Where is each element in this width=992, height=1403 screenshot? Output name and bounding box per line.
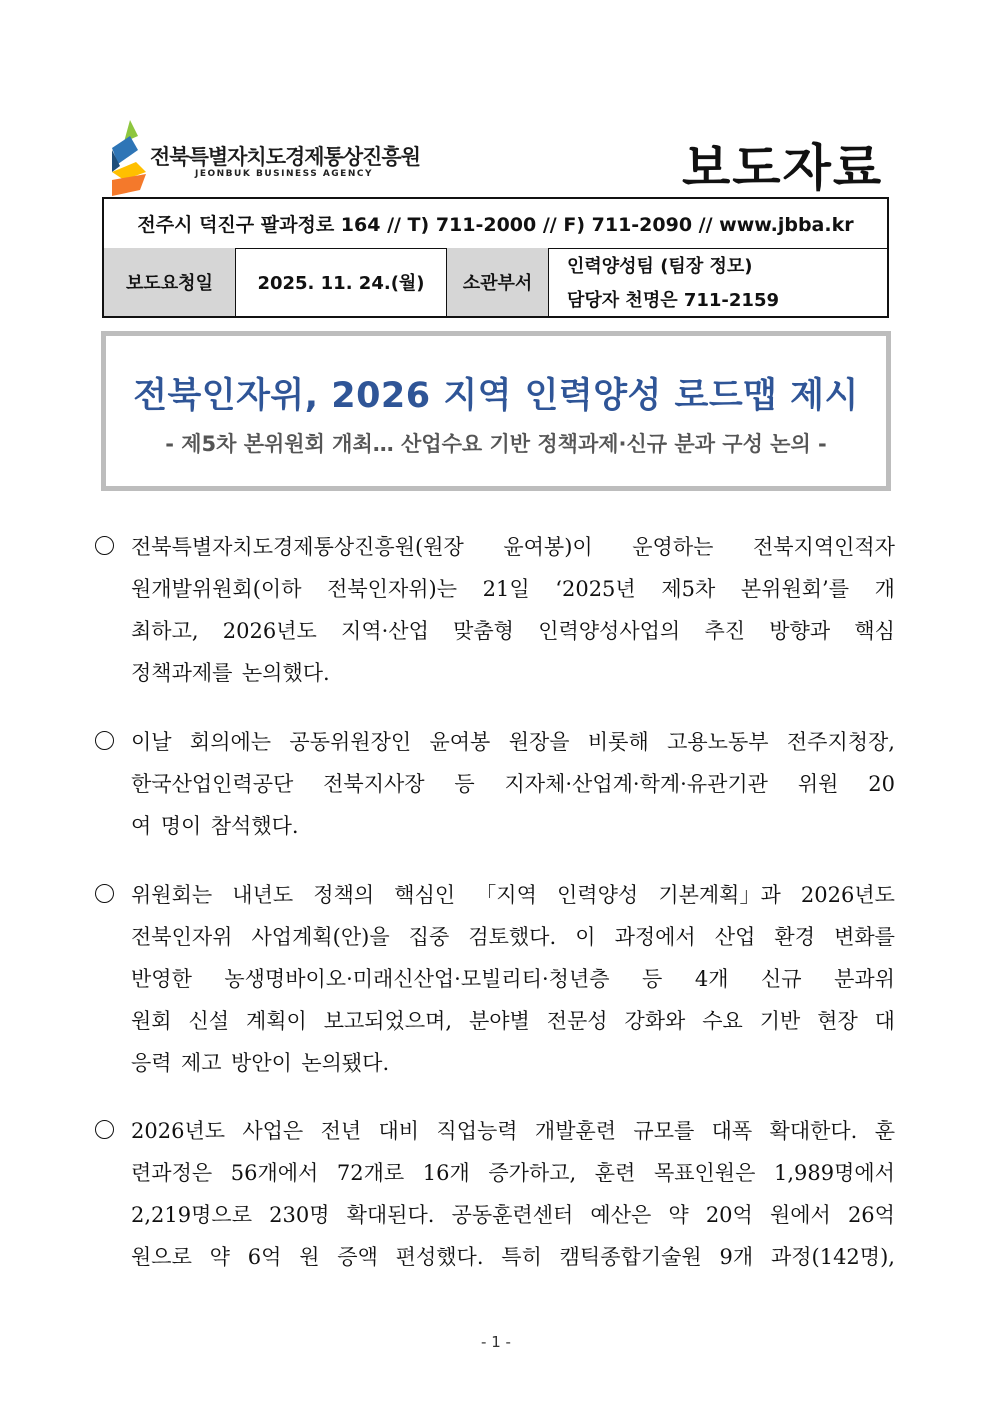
press-release-title: 보도자료 xyxy=(682,139,884,197)
paragraph-line: 위원회는 내년도 정책의 핵심인 「지역 인력양성 기본계획」과 2026년도 xyxy=(131,883,895,907)
circle-bullet-icon xyxy=(95,731,114,750)
info-row xyxy=(104,248,887,316)
contact-line: 전주시 덕진구 팔과정로 164 // T) 711-2000 // F) 711-2090 // www.jbba.kr xyxy=(104,199,887,249)
request-date-label: 보도요청일 xyxy=(104,248,236,316)
headline-subtitle: - 제5차 본위원회 개최… 산업수요 기반 정책과제·신규 분과 구성 논의 - xyxy=(165,432,827,456)
paragraph-line: 정책과제를 논의했다. xyxy=(131,661,330,685)
page-number: - 1 - xyxy=(481,1333,511,1351)
department-name: 인력양성팀 (팀장 정모) xyxy=(567,256,753,277)
info-table xyxy=(102,197,889,318)
headline-box xyxy=(101,331,891,491)
paragraph-line: 이날 회의에는 공동위원장인 윤여봉 원장을 비롯해 고용노동부 전주지청장, xyxy=(131,730,895,754)
paragraph-line: 한국산업인력공단 전북지사장 등 지자체·산업계·학계·유관기관 위원 20 xyxy=(131,772,895,796)
department-cell xyxy=(549,248,887,316)
paragraph-line: 응력 제고 방안이 논의됐다. xyxy=(131,1051,390,1075)
paragraph-line: 원회 신설 계획이 보고되었으며, 분야별 전문성 강화와 수요 기반 현장 대 xyxy=(131,1009,895,1033)
paragraph-line: 원으로 약 6억 원 증액 편성했다. 특히 캠틱종합기술원 9개 과정(142명), xyxy=(131,1245,895,1269)
paragraph-line: 여 명이 참석했다. xyxy=(131,814,299,838)
paragraph-line: 최하고, 2026년도 지역·산업 맞춤형 인력양성사업의 추진 방향과 핵심 xyxy=(131,619,895,643)
paragraph-line: 원개발위원회(이하 전북인자위)는 21일 ‘2025년 제5차 본위원회’를 개 xyxy=(131,577,895,601)
circle-bullet-icon xyxy=(95,536,114,555)
paragraph-line: 전북인자위 사업계획(안)을 집중 검토했다. 이 과정에서 산업 환경 변화를 xyxy=(131,925,895,949)
paragraph-line: 전북특별자치도경제통상진흥원(원장 윤여봉)이 운영하는 전북지역인적자 xyxy=(131,535,895,559)
department-label: 소관부서 xyxy=(447,248,549,316)
request-date: 2025. 11. 24.(월) xyxy=(236,248,447,316)
paragraph-line: 련과정은 56개에서 72개로 16개 증가하고, 훈련 목표인원은 1,989명에서 xyxy=(131,1161,895,1185)
contact-person: 담당자 천명은 711-2159 xyxy=(567,290,780,311)
paragraph-line: 2026년도 사업은 전년 대비 직업능력 개발훈련 규모를 대폭 확대한다. 훈 xyxy=(131,1119,895,1143)
paragraph-line: 반영한 농생명바이오·미래신산업·모빌리티·청년층 등 4개 신규 분과위 xyxy=(131,967,895,991)
headline-title: 전북인자위, 2026 지역 인력양성 로드맵 제시 xyxy=(133,376,859,416)
org-logo xyxy=(108,120,148,198)
circle-bullet-icon xyxy=(95,1120,114,1139)
circle-bullet-icon xyxy=(95,884,114,903)
org-name: 전북특별자치도경제통상진흥원 xyxy=(150,145,421,169)
paragraph-line: 2,219명으로 230명 확대된다. 공동훈련센터 예산은 약 20억 원에서 26억 xyxy=(131,1203,895,1227)
org-name-english: JEONBUK BUSINESS AGENCY xyxy=(195,169,373,179)
